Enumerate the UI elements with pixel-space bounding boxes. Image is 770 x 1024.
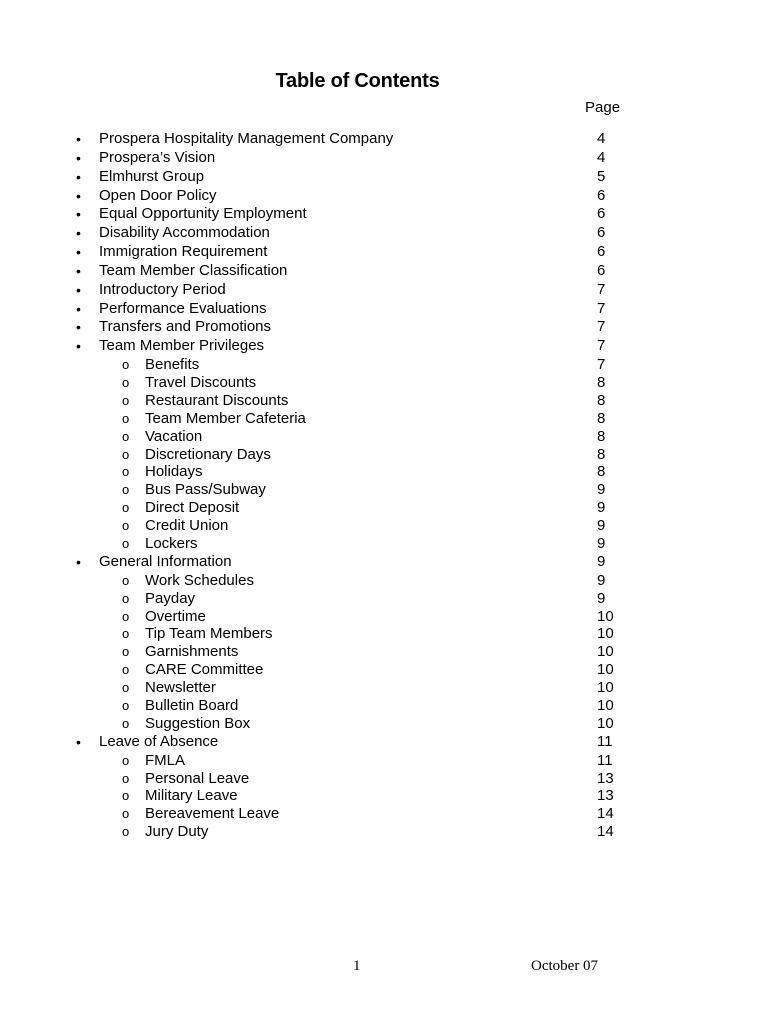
hollow-bullet-icon: o	[122, 410, 130, 426]
toc-entry-page-number: 10	[597, 697, 614, 714]
toc-subentry	[0, 608, 770, 626]
toc-entry-label: Performance Evaluations	[99, 299, 267, 317]
toc-subentry	[0, 715, 770, 733]
toc-entry-page-number: 10	[597, 679, 614, 697]
toc-entry	[0, 187, 770, 206]
toc-entry	[0, 205, 770, 224]
toc-entry-label: Bulletin Board	[145, 697, 239, 714]
toc-entry-label: Suggestion Box	[145, 714, 251, 732]
toc-entry	[0, 300, 770, 319]
toc-entry-page-number: 7	[597, 337, 606, 355]
hollow-bullet-icon: o	[122, 357, 130, 373]
bullet-icon: •	[76, 553, 81, 570]
toc-entry	[0, 733, 770, 752]
toc-entry-label: Team Member Classification	[99, 261, 288, 279]
page-column-heading: Page	[585, 99, 621, 116]
page-title: Table of Contents	[275, 70, 440, 92]
toc-entry-label: Leave of Absence	[99, 732, 219, 750]
toc-entry-page-number: 9	[597, 589, 606, 607]
toc-subentry	[0, 625, 770, 643]
toc-entry-label: Team Member Cafeteria	[145, 409, 306, 427]
toc-subentry	[0, 410, 770, 428]
toc-subentry	[0, 446, 770, 464]
toc-entry-page-number: 6	[597, 243, 606, 261]
toc-entry-page-number: 4	[597, 130, 606, 147]
bullet-icon: •	[76, 149, 81, 166]
toc-entry-label: Tip Team Members	[145, 625, 273, 643]
table-of-contents-list	[0, 130, 770, 841]
toc-entry-label: Immigration Requirement	[99, 243, 268, 261]
toc-entry-label: Personal Leave	[145, 769, 250, 787]
toc-entry-label: Lockers	[145, 535, 198, 553]
toc-entry-page-number: 8	[597, 445, 606, 463]
toc-entry-page-number: 6	[597, 224, 606, 242]
toc-entry-label: FMLA	[145, 751, 186, 769]
bullet-icon: •	[76, 300, 81, 317]
toc-entry-page-number: 10	[597, 643, 614, 661]
hollow-bullet-icon: o	[122, 806, 130, 822]
toc-entry	[0, 130, 770, 149]
bullet-icon: •	[76, 338, 81, 355]
hollow-bullet-icon: o	[122, 788, 130, 804]
toc-entry-label: Payday	[145, 589, 196, 607]
hollow-bullet-icon: o	[122, 715, 130, 731]
toc-entry-label: Introductory Period	[99, 280, 226, 298]
toc-entry-label: Prospera’s Vision	[99, 148, 216, 166]
hollow-bullet-icon: o	[122, 392, 130, 408]
hollow-bullet-icon: o	[122, 680, 130, 696]
toc-entry-page-number: 10	[597, 607, 614, 625]
hollow-bullet-icon: o	[122, 590, 130, 606]
hollow-bullet-icon: o	[122, 572, 130, 588]
toc-subentry	[0, 517, 770, 535]
footer-page-number: 1	[353, 958, 361, 974]
hollow-bullet-icon: o	[122, 662, 130, 678]
bullet-icon: •	[76, 187, 81, 204]
toc-entry-page-number: 7	[597, 356, 606, 374]
hollow-bullet-icon: o	[122, 446, 130, 462]
toc-entry-label: Jury Duty	[145, 823, 209, 841]
toc-entry	[0, 262, 770, 281]
bullet-icon: •	[76, 206, 81, 223]
toc-subentry	[0, 787, 770, 805]
toc-entry-page-number: 7	[597, 280, 606, 298]
hollow-bullet-icon: o	[122, 770, 130, 786]
toc-entry-page-number: 9	[597, 571, 606, 589]
toc-entry-page-number: 9	[597, 535, 606, 553]
hollow-bullet-icon: o	[122, 500, 130, 516]
hollow-bullet-icon: o	[122, 698, 130, 713]
toc-entry-page-number: 8	[597, 391, 606, 409]
toc-entry-label: Discretionary Days	[145, 445, 271, 463]
toc-subentry	[0, 643, 770, 661]
toc-entry-page-number: 6	[597, 261, 606, 279]
toc-entry-page-number: 8	[597, 374, 606, 392]
toc-entry-label: Equal Opportunity Employment	[99, 205, 307, 223]
toc-entry-label: Prospera Hospitality Management Company	[99, 130, 394, 147]
toc-entry-label: CARE Committee	[145, 661, 264, 679]
toc-subentry	[0, 823, 770, 841]
toc-subentry	[0, 356, 770, 374]
toc-entry-page-number: 10	[597, 661, 614, 679]
toc-entry	[0, 318, 770, 337]
toc-entry-page-number: 10	[597, 625, 614, 643]
toc-entry-label: Vacation	[145, 427, 203, 445]
toc-entry-label: Travel Discounts	[145, 374, 257, 392]
toc-entry-label: Restaurant Discounts	[145, 391, 289, 409]
hollow-bullet-icon: o	[122, 428, 130, 444]
hollow-bullet-icon: o	[122, 536, 130, 552]
toc-entry-label: General Information	[99, 552, 232, 570]
toc-entry-page-number: 6	[597, 205, 606, 223]
toc-entry-label: Elmhurst Group	[99, 167, 205, 185]
toc-subentry	[0, 499, 770, 517]
hollow-bullet-icon: o	[122, 752, 130, 768]
hollow-bullet-icon: o	[122, 644, 130, 660]
toc-subentry	[0, 374, 770, 392]
hollow-bullet-icon: o	[122, 608, 130, 624]
toc-entry	[0, 224, 770, 243]
toc-subentry	[0, 679, 770, 697]
toc-entry-page-number: 10	[597, 714, 614, 732]
toc-subentry	[0, 661, 770, 679]
toc-subentry	[0, 392, 770, 410]
hollow-bullet-icon: o	[122, 824, 130, 840]
toc-entry-page-number: 9	[597, 552, 606, 570]
toc-entry-label: Holidays	[145, 463, 203, 481]
toc-subentry	[0, 481, 770, 499]
bullet-icon: •	[76, 131, 81, 147]
toc-entry	[0, 337, 770, 356]
toc-entry-page-number: 7	[597, 299, 606, 317]
toc-entry-label: Bereavement Leave	[145, 805, 280, 823]
toc-subentry	[0, 463, 770, 481]
bullet-icon: •	[76, 733, 81, 750]
toc-entry-label: Work Schedules	[145, 571, 254, 589]
toc-entry-label: Overtime	[145, 607, 206, 625]
toc-entry-page-number: 8	[597, 463, 606, 481]
toc-entry-page-number: 14	[597, 823, 614, 841]
bullet-icon: •	[76, 319, 81, 336]
toc-subentry	[0, 428, 770, 446]
toc-entry-label: Newsletter	[145, 679, 216, 697]
hollow-bullet-icon: o	[122, 464, 130, 480]
hollow-bullet-icon: o	[122, 518, 130, 534]
toc-subentry	[0, 770, 770, 788]
toc-entry-label: Transfers and Promotions	[99, 318, 272, 336]
toc-entry-label: Disability Accommodation	[99, 224, 270, 242]
footer-date: October 07	[531, 958, 599, 974]
toc-entry-label: Benefits	[145, 356, 200, 374]
bullet-icon: •	[76, 225, 81, 242]
toc-entry	[0, 553, 770, 572]
toc-entry-label: Team Member Privileges	[99, 337, 265, 355]
toc-subentry	[0, 752, 770, 770]
hollow-bullet-icon: o	[122, 626, 130, 642]
toc-entry-label: Open Door Policy	[99, 186, 217, 204]
toc-entry	[0, 281, 770, 300]
toc-entry-page-number: 9	[597, 517, 606, 535]
toc-entry-page-number: 9	[597, 481, 606, 499]
toc-entry-page-number: 9	[597, 499, 606, 517]
toc-entry-page-number: 13	[597, 787, 614, 805]
toc-entry-page-number: 5	[597, 167, 606, 185]
toc-entry-page-number: 13	[597, 769, 614, 787]
toc-entry-page-number: 14	[597, 805, 614, 823]
toc-entry-label: Military Leave	[145, 787, 238, 805]
toc-subentry	[0, 697, 770, 715]
toc-subentry	[0, 535, 770, 553]
toc-entry-page-number: 4	[597, 148, 606, 166]
bullet-icon: •	[76, 168, 81, 185]
hollow-bullet-icon: o	[122, 375, 130, 391]
toc-entry-label: Garnishments	[145, 643, 239, 661]
toc-entry-label: Bus Pass/Subway	[145, 481, 266, 499]
toc-entry-page-number: 8	[597, 427, 606, 445]
toc-subentry	[0, 805, 770, 823]
toc-entry-page-number: 11	[597, 751, 613, 769]
toc-subentry	[0, 590, 770, 608]
toc-entry-page-number: 7	[597, 318, 606, 336]
bullet-icon: •	[76, 244, 81, 261]
toc-entry-page-number: 6	[597, 186, 606, 204]
toc-entry	[0, 243, 770, 262]
bullet-icon: •	[76, 281, 81, 298]
toc-entry	[0, 149, 770, 168]
toc-entry-label: Credit Union	[145, 517, 229, 535]
toc-entry-page-number: 8	[597, 409, 606, 427]
bullet-icon: •	[76, 262, 81, 279]
hollow-bullet-icon: o	[122, 482, 130, 498]
toc-entry-page-number: 11	[597, 732, 613, 750]
toc-entry-label: Direct Deposit	[145, 499, 240, 517]
toc-entry	[0, 168, 770, 187]
toc-subentry	[0, 572, 770, 590]
